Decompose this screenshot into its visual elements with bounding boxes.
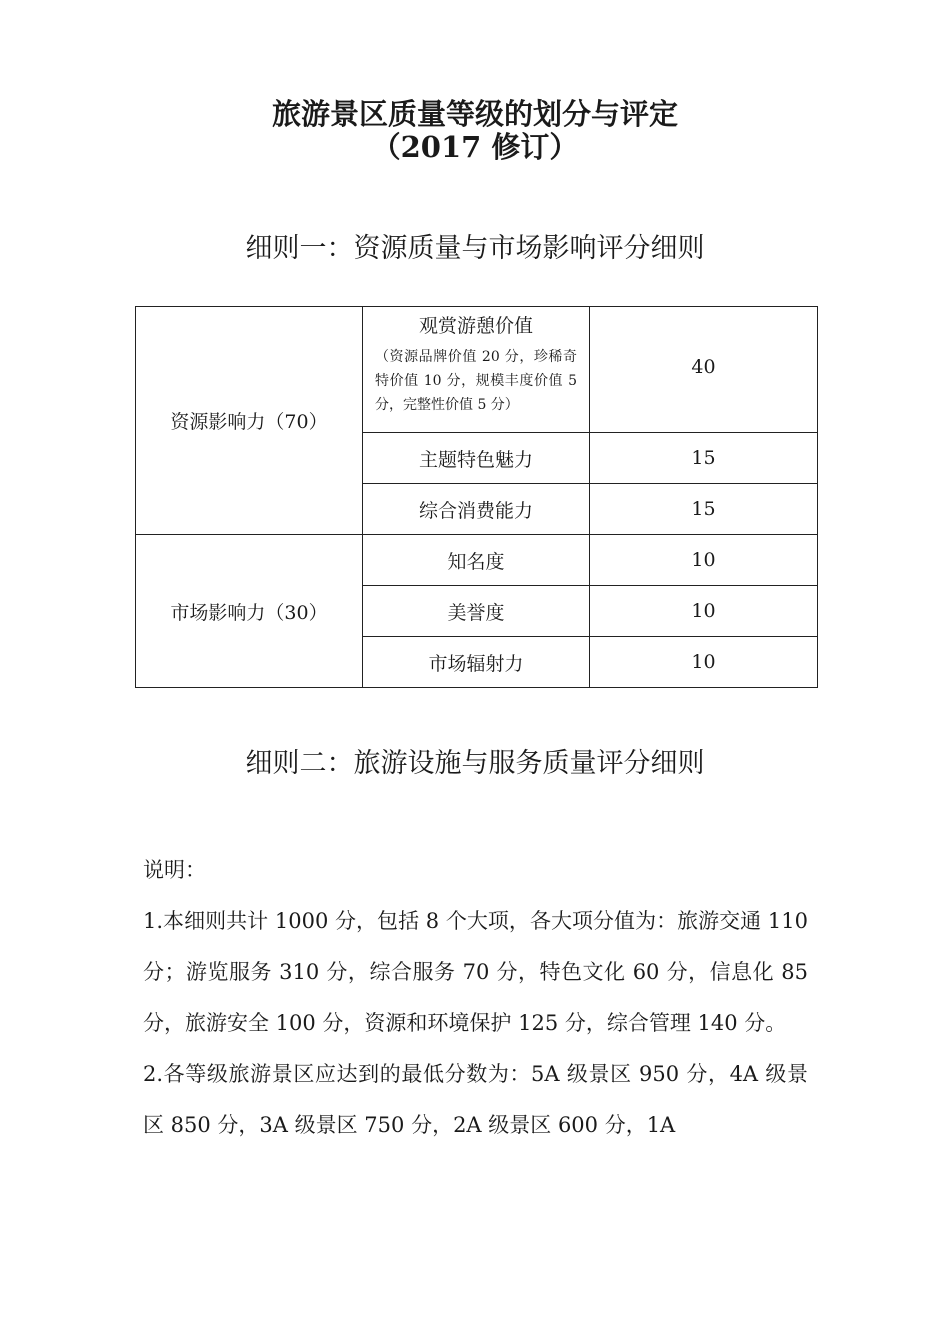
group-label: 市场影响力（30）: [170, 601, 328, 624]
score-table: [135, 306, 818, 688]
score-value: 15: [691, 498, 716, 520]
item-note: （资源品牌价值 20 分，珍稀奇特价值 10 分，规模丰度价值 5 分，完整性价值 5 分）: [375, 349, 577, 413]
score-cell: [590, 307, 818, 433]
item-cell: [363, 307, 590, 433]
group-cell: [136, 535, 363, 688]
score-value: 40: [691, 355, 716, 378]
section-heading-2: 细则二：旅游设施与服务质量评分细则: [245, 748, 705, 779]
item-label: 综合消费能力: [418, 499, 533, 522]
table-row: [136, 535, 818, 586]
item-cell: [363, 535, 590, 586]
table-row: [136, 307, 818, 433]
score-value: 10: [691, 549, 716, 571]
item-label: 知名度: [447, 550, 505, 573]
score-value: 10: [691, 651, 716, 673]
document-title: 旅游景区质量等级的划分与评定: [271, 97, 678, 131]
notes-label: 说明：: [143, 858, 206, 882]
score-cell: [590, 535, 818, 586]
item-label: 市场辐射力: [428, 652, 524, 675]
item-label: 美誉度: [447, 601, 505, 624]
item-cell: [363, 637, 590, 688]
note-item-1: 1.本细则共计 1000 分，包括 8 个大项，各大项分值为：旅游交通 110 分；游览服务 310 分，综合服务 70 分，特色文化 60 分，信息化 85 分，旅游安全 100 分，资源和环境保护 125 分，综合管理 140 分。: [143, 909, 808, 1035]
notes-body: [143, 845, 808, 1151]
score-cell: [590, 586, 818, 637]
score-cell: [590, 433, 818, 484]
item-label: 主题特色魅力: [418, 448, 533, 471]
score-cell: [590, 484, 818, 535]
group-label: 资源影响力（70）: [170, 411, 328, 433]
section-heading-1: 细则一：资源质量与市场影响评分细则: [245, 233, 705, 264]
score-value: 15: [691, 447, 716, 469]
group-cell: [136, 307, 363, 535]
score-value: 10: [691, 600, 716, 622]
item-cell: [363, 586, 590, 637]
note-item-2: 2.各等级旅游景区应达到的最低分数为：5A 级景区 950 分，4A 级景区 850 分，3A 级景区 750 分，2A 级景区 600 分，1A: [143, 1062, 808, 1137]
item-cell: [363, 433, 590, 484]
score-cell: [590, 637, 818, 688]
item-cell: [363, 484, 590, 535]
item-label: 观赏游憩价值: [418, 315, 533, 337]
document-subtitle: （2017 修订）: [371, 130, 579, 164]
